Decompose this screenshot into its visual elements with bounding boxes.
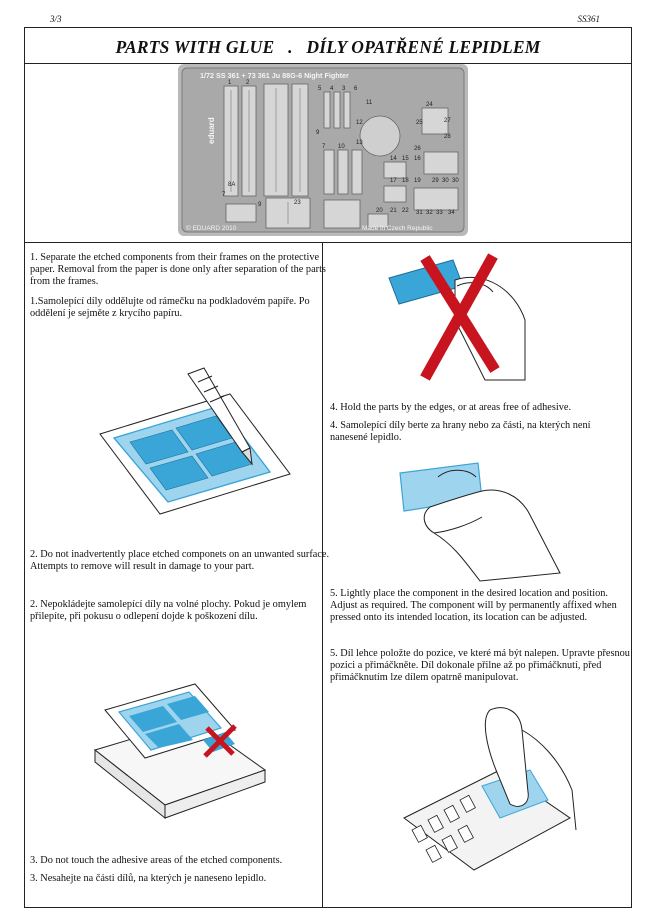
svg-text:22: 22: [402, 208, 409, 214]
svg-text:23: 23: [294, 200, 301, 206]
step-3-cz: 3. Nesahejte na části dílů, na kterých je naneseno lepidlo.: [30, 873, 267, 884]
page-title: PARTS WITH GLUE . DÍLY OPATŘENÉ LEPIDLEM: [115, 37, 541, 57]
svg-text:7: 7: [322, 144, 326, 150]
svg-text:11: 11: [366, 100, 373, 106]
illustration-hold-edges: [370, 455, 570, 585]
svg-text:25: 25: [416, 120, 423, 126]
fret-made-in: Made in Czech Republic: [362, 225, 433, 232]
fret-top-text: 1/72 SS 361 + 73 361 Ju 88G-6 Night Fighter: [200, 71, 349, 80]
svg-text:2: 2: [246, 80, 250, 86]
svg-text:12: 12: [356, 120, 363, 126]
step-3-en: 3. Do not touch the adhesive areas of the etched components.: [30, 855, 283, 866]
svg-text:21: 21: [390, 208, 397, 214]
svg-text:27: 27: [444, 118, 451, 124]
illustration-dont-touch-adhesive: [385, 250, 535, 385]
step-1-en: 1. Separate the etched components from their frames on the protective paper. Removal from the paper is done only after separation of the parts from the frames.: [30, 252, 326, 288]
illustration-cutting-part: [80, 364, 300, 524]
svg-text:14: 14: [390, 156, 397, 162]
svg-text:18: 18: [402, 178, 409, 184]
step-1-cz: 1.Samolepící díly oddělujte od rámečku na podkladovém papíře. Po oddělení je sejměte z krycího papíru.: [30, 296, 310, 320]
svg-text:3: 3: [342, 86, 346, 92]
svg-text:19: 19: [414, 178, 421, 184]
step-5-en: 5. Lightly place the component in the desired location and position. Adjust as required. The component will by permanently affixed when pressed onto its intended location, its location can be adjusted.: [330, 588, 617, 624]
step-2-cz: 2. Nepokládejte samolepící díly na volné plochy. Pokud je omylem přilepíte, při pokusu o odlepení dojde k poškození dílu.: [30, 599, 307, 623]
svg-text:32: 32: [426, 210, 433, 216]
svg-text:4: 4: [330, 86, 334, 92]
step-4-cz: 4. Samolepící díly berte za hrany nebo za části, na kterých není nanesené lepidlo.: [330, 420, 591, 444]
svg-text:9: 9: [258, 202, 262, 208]
step-4-en: 4. Hold the parts by the edges, or at areas free of adhesive.: [330, 402, 572, 413]
page-number: 3/3: [50, 14, 62, 24]
svg-text:24: 24: [426, 102, 433, 108]
fret-brand: eduard: [207, 117, 216, 144]
svg-text:31: 31: [416, 210, 423, 216]
svg-text:20: 20: [376, 208, 383, 214]
svg-text:10: 10: [338, 144, 345, 150]
svg-text:15: 15: [402, 156, 409, 162]
svg-text:9: 9: [316, 130, 320, 136]
svg-text:1: 1: [228, 80, 232, 86]
photo-etched-fret: [178, 64, 468, 236]
svg-text:33: 33: [436, 210, 443, 216]
step-5-cz: 5. Díl lehce položte do pozice, ve které má být nalepen. Upravte přesnou pozici a přimáčkněte. Díl dokonale přilne až po přimáčknutí, před přimáčknutím lze dílem opatrně manipulovat.: [330, 648, 630, 684]
svg-text:30: 30: [442, 178, 449, 184]
svg-text:17: 17: [390, 178, 397, 184]
svg-text:6: 6: [354, 86, 358, 92]
svg-text:28: 28: [444, 134, 451, 140]
svg-text:7: 7: [222, 192, 226, 198]
fret-drawing: [178, 64, 468, 236]
svg-text:5: 5: [318, 86, 322, 92]
svg-text:16: 16: [414, 156, 421, 162]
illustration-wrong-surface: [85, 670, 285, 820]
svg-text:8A: 8A: [228, 182, 236, 188]
fret-divider: [25, 242, 631, 243]
product-code: SS361: [577, 14, 600, 24]
step-2-en: 2. Do not inadvertently place etched componets on an unwanted surface. Attempts to remove will result in damage to your part.: [30, 549, 330, 573]
fret-copyright: © EDUARD 2010: [186, 225, 237, 232]
svg-text:30: 30: [452, 178, 459, 184]
svg-text:34: 34: [448, 210, 455, 216]
svg-text:29: 29: [432, 178, 439, 184]
illustration-press-into-place: [400, 700, 580, 905]
column-divider: [322, 242, 323, 907]
svg-text:26: 26: [414, 146, 421, 152]
svg-text:13: 13: [356, 140, 363, 146]
